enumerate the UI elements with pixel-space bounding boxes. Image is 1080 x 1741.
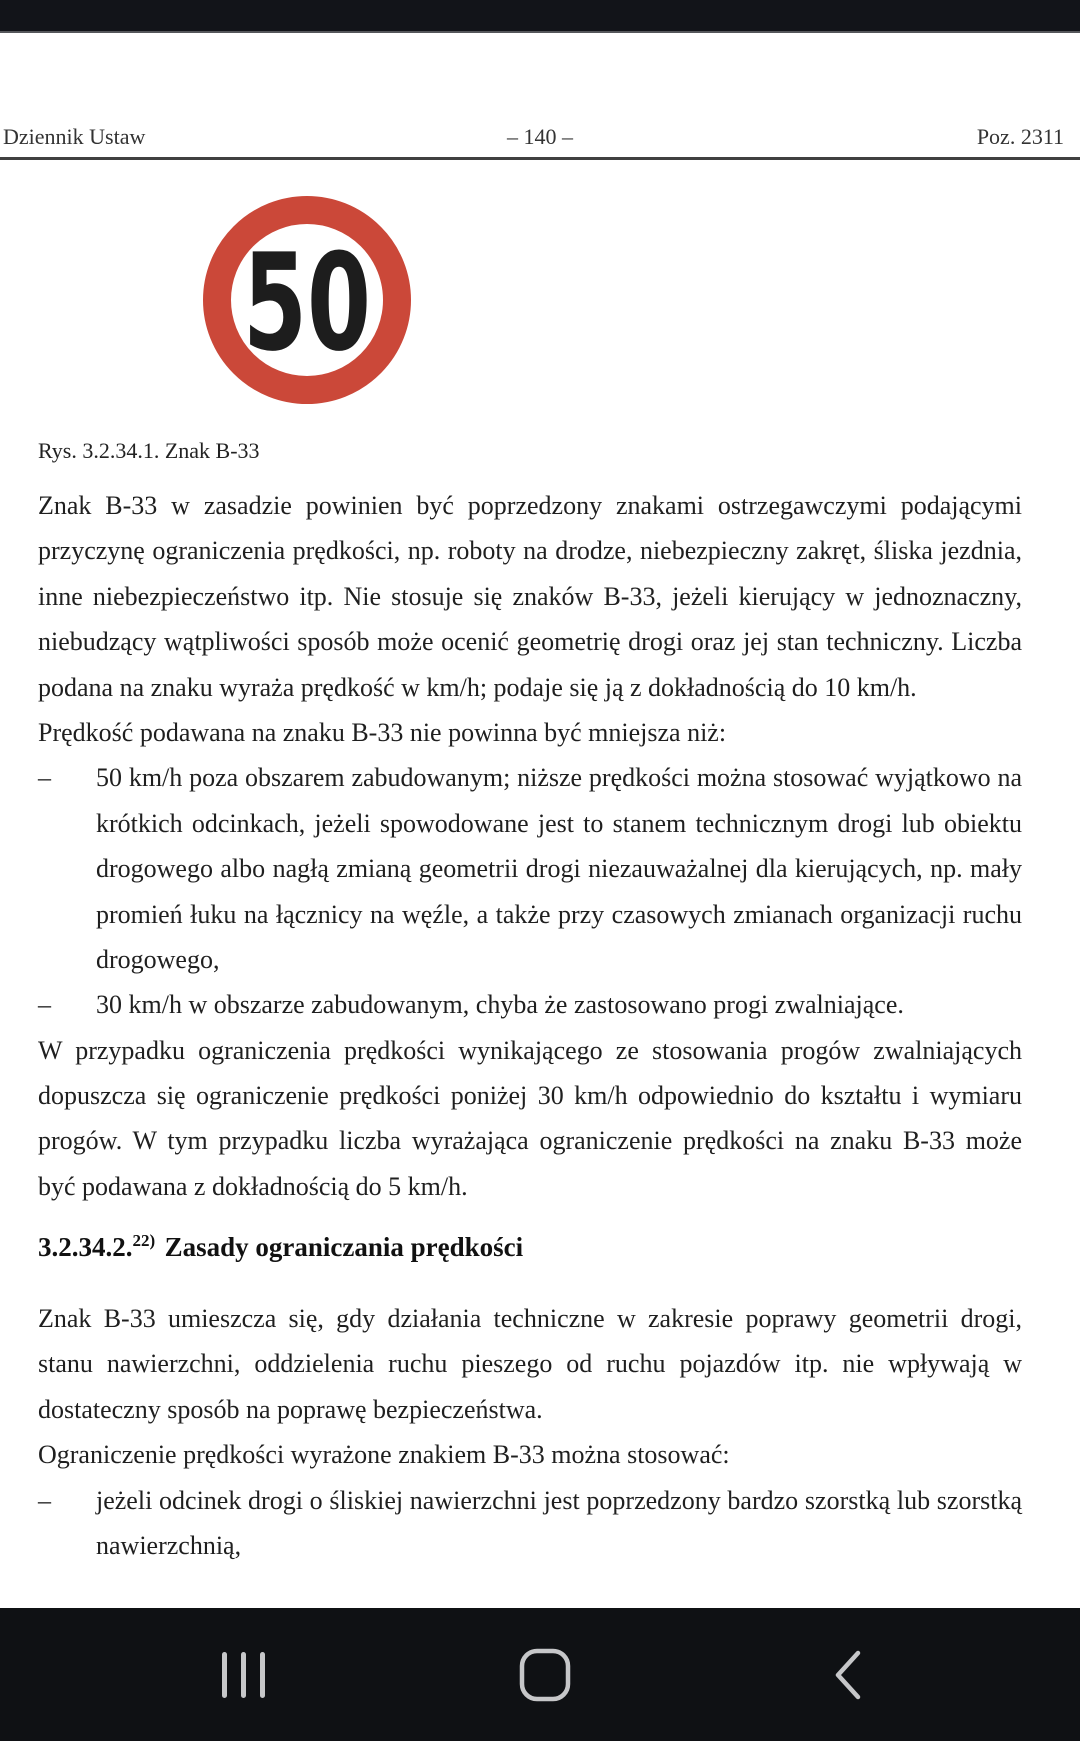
text-line-content: Ograniczenie prędkości wyrażone znakiem B-33 można stosować: (38, 1440, 730, 1470)
text-line-content: progów. W tym przypadku liczba wyrażająca ograniczenie prędkości na znaku B-33 może (38, 1126, 1022, 1156)
body-text-block-1 (38, 483, 1022, 1209)
header-rule (0, 157, 1080, 160)
section-number: 3.2.34.2. (38, 1232, 133, 1262)
text-line (38, 755, 1022, 800)
text-line-content: przyczynę ograniczenia prędkości, np. roboty na drodze, niebezpieczny zakręt, śliska jezdnia, (38, 536, 1022, 566)
figure-caption: Rys. 3.2.34.1. Znak B-33 (38, 438, 260, 463)
text-line-content: 30 km/h w obszarze zabudowanym, chyba że zastosowano progi zwalniające. (96, 990, 904, 1020)
text-line-content: niebudzący wątpliwości sposób może ocenić geometrię drogi oraz jej stan techniczny. Liczba (38, 627, 1022, 657)
home-icon (519, 1648, 571, 1702)
journal-title: Dziennik Ustaw (3, 124, 146, 149)
text-line-content: 50 km/h poza obszarem zabudowanym; niższe prędkości można stosować wyjątkowo na (96, 763, 1022, 793)
text-line (38, 483, 1022, 528)
text-line-content: być podawana z dokładnością do 5 km/h. (38, 1171, 468, 1201)
recents-icon (222, 1652, 266, 1698)
section-heading (38, 1232, 523, 1263)
back-icon (834, 1650, 862, 1700)
text-line-content: Znak B-33 umieszcza się, gdy działania techniczne w zakresie poprawy geometrii drogi, (38, 1304, 1022, 1333)
body-text-block-2 (38, 1296, 1022, 1568)
sign-value: 50 (243, 225, 371, 381)
text-line (38, 1341, 1022, 1386)
text-line (38, 1028, 1022, 1073)
text-line (38, 1478, 1022, 1523)
footnote-ref: 22) (132, 1231, 156, 1250)
document-header (0, 124, 1080, 156)
text-line-content: Znak B-33 w zasadzie powinien być poprzedzony znakami ostrzegawczymi podającymi (38, 491, 1022, 520)
section-title: Zasady ograniczania prędkości (164, 1232, 524, 1262)
text-line-content: jeżeli odcinek drogi o śliskiej nawierzchni jest poprzedzony bardzo szorstką lub szorstką (96, 1485, 1022, 1515)
text-line (38, 1164, 1022, 1209)
text-line (38, 710, 1022, 755)
text-line (38, 846, 1022, 891)
text-line (38, 528, 1022, 573)
text-line-content: drogowego albo nagłą zmianą geometrii drogi niezauważalnej dla kierujących, np. mały (96, 854, 1022, 884)
text-line (38, 801, 1022, 846)
text-line-content: dopuszcza się ograniczenie prędkości poniżej 30 km/h odpowiednio do kształtu i wymiaru (38, 1081, 1022, 1111)
list-dash: – (38, 1485, 51, 1515)
text-line-content: promień łuku na łącznicy na węźle, a także przy czasowych zmianach organizacji ruchu (96, 899, 1022, 929)
recents-button[interactable] (208, 1608, 280, 1741)
page-number: – 140 – (507, 124, 573, 149)
text-line (38, 665, 1022, 710)
text-line-content: Prędkość podawana na znaku B-33 nie powinna być mniejsza niż: (38, 717, 727, 747)
text-line (38, 1432, 1022, 1477)
text-line-content: W przypadku ograniczenia prędkości wynikającego ze stosowania progów zwalniających (38, 1035, 1022, 1065)
text-line-content: drogowego, (96, 944, 220, 974)
text-line-content: krótkich odcinkach, jeżeli spowodowane jest to stanem technicznym drogi lub obiektu (96, 808, 1022, 838)
text-line-content: dostateczny sposób na poprawę bezpieczeństwa. (38, 1394, 543, 1424)
android-navigation-bar (0, 1608, 1080, 1741)
text-line-content: stanu nawierzchni, oddzielenia ruchu pieszego od ruchu pojazdów itp. nie wpływają w (38, 1349, 1022, 1379)
text-line (38, 1073, 1022, 1118)
text-line (38, 574, 1022, 619)
status-bar (0, 0, 1080, 33)
text-line (38, 1387, 1022, 1432)
text-line-content: podana na znaku wyraża prędkość w km/h; podaje się ją z dokładnością do 10 km/h. (38, 672, 917, 702)
text-line (38, 937, 1022, 982)
text-line (38, 619, 1022, 664)
position-number: Poz. 2311 (976, 124, 1064, 149)
text-line-content: nawierzchnią, (96, 1530, 242, 1560)
text-line-content: inne niebezpieczeństwo itp. Nie stosuje się znaków B-33, jeżeli kierujący w jednoznaczny, (38, 581, 1022, 611)
text-line (38, 1118, 1022, 1163)
list-dash: – (38, 990, 51, 1020)
text-line (38, 1296, 1022, 1341)
text-line (38, 1523, 1022, 1568)
home-button[interactable] (509, 1608, 581, 1741)
list-dash: – (38, 763, 51, 793)
speed-limit-sign-b33 (188, 169, 428, 431)
text-line (38, 892, 1022, 937)
text-line (38, 982, 1022, 1027)
back-button[interactable] (812, 1608, 884, 1741)
